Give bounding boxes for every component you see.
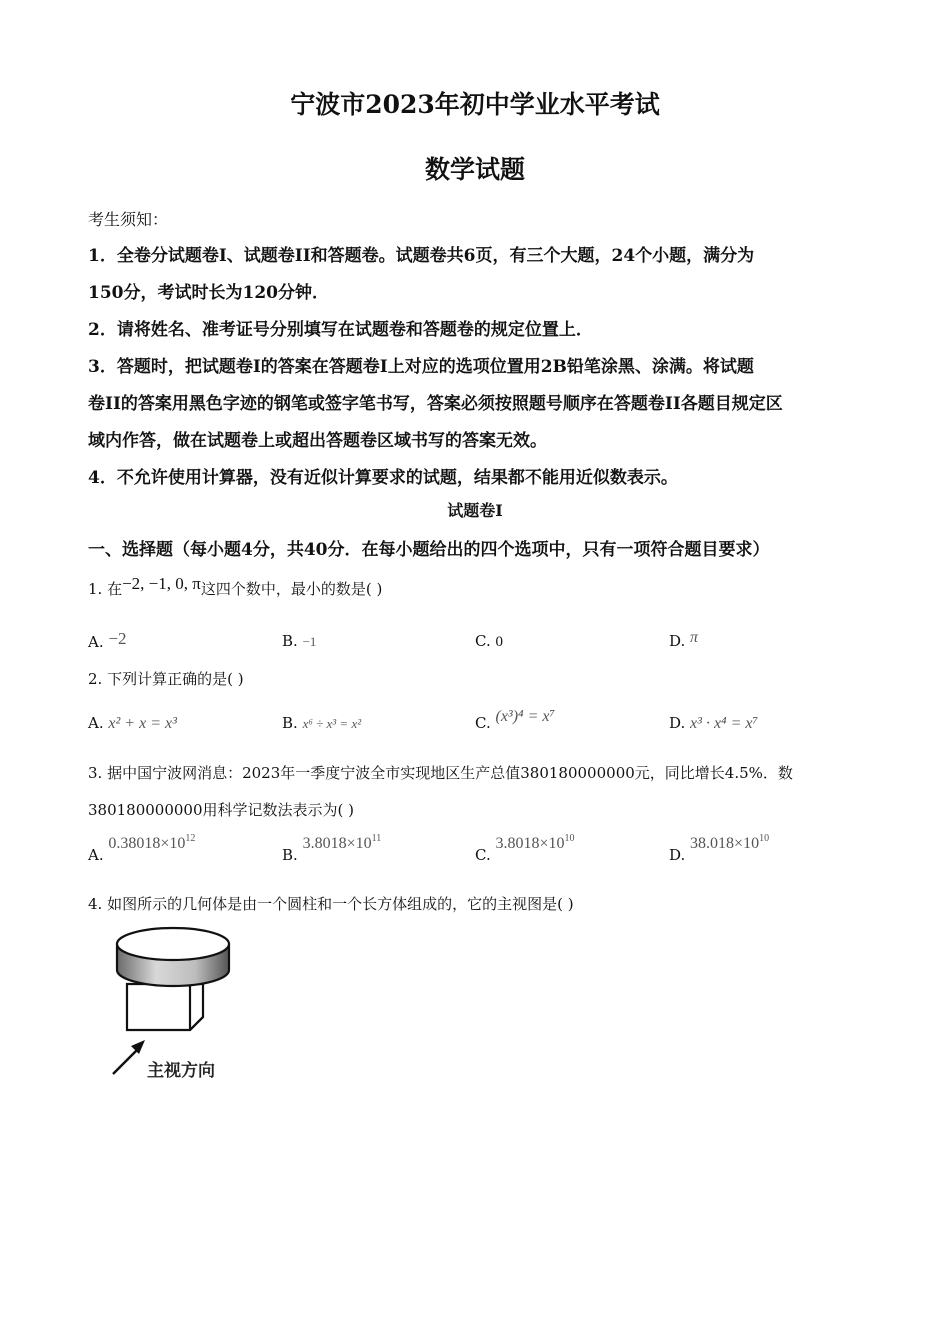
notice-line-2: 150分，考试时长为120分钟． (88, 283, 329, 303)
cylinder-top (117, 928, 229, 960)
question-4-stem: 4. 如图所示的几何体是由一个圆柱和一个长方体组成的，它的主视图是( ) (88, 895, 574, 913)
question-1-prefix: 1. 在 (88, 580, 123, 598)
q2-option-c: C. (x³)⁴ = x⁷ (475, 708, 556, 732)
q2-option-b: B. x⁶ ÷ x³ = x² (282, 714, 362, 732)
question-2-stem: 2. 下列计算正确的是( ) (88, 670, 244, 688)
q3-option-c: C. $3.8018\times 10^{10}$ (475, 833, 575, 864)
figure-label: 主视方向 (147, 1061, 215, 1081)
q1-option-d: D. π (669, 629, 699, 650)
notice-line-1: 1．全卷分试题卷I、试题卷II和答题卷。试题卷共6页，有三个大题，24个小题，满分为 (88, 246, 755, 266)
q1-option-b: B. −1 (282, 632, 317, 650)
notice-line-6: 域内作答，做在试题卷上或超出答题卷区域书写的答案无效。 (88, 431, 547, 451)
notice-line-4: 3．答题时，把试题卷I的答案在答题卷I上对应的选项位置用2B铅笔涂黑、涂满。将试题 (88, 357, 754, 377)
cuboid-body (127, 984, 203, 1030)
q1-option-a: A. −2 (88, 629, 127, 651)
q3-option-a: A. $0.38018\times 10^{12}$ (88, 833, 196, 864)
notice-line-3: 2．请将姓名、准考证号分别填写在试题卷和答题卷的规定位置上． (88, 320, 593, 340)
notice-heading: 考生须知： (88, 210, 169, 229)
question-3-stem-line-2: 380180000000用科学记数法表示为( ) (88, 801, 354, 819)
cylinder-cuboid-diagram (105, 922, 240, 1087)
paper-label: 试题卷I (447, 501, 503, 520)
page-title: 宁波市2023年初中学业水平考试 (290, 90, 660, 119)
question-3-stem-line-1: 3. 据中国宁波网消息：2023年一季度宁波全市实现地区生产总值380180000000元，同比增长4.5%．数 (88, 764, 793, 782)
q3-option-d: D. $38.018\times 10^{10}$ (669, 833, 770, 864)
notice-line-7: 4．不允许使用计算器，没有近似计算要求的试题，结果都不能用近似数表示。 (88, 468, 678, 488)
part-heading: 一、选择题（每小题4分，共40分．在每小题给出的四个选项中，只有一项符合题目要求） (88, 540, 770, 560)
q3-option-b: B. $3.8018\times 10^{11}$ (282, 833, 382, 864)
question-1-stem (88, 574, 383, 599)
notice-line-5: 卷II的答案用黑色字迹的钢笔或签字笔书写，答案必须按照题号顺序在答题卷II各题目规定区 (88, 394, 783, 414)
q1-option-c: C. 0 (475, 632, 503, 650)
solid-figure (105, 922, 240, 1087)
question-1-math: −2, −1, 0, π (122, 574, 201, 593)
q2-option-a: A. x² + x = x³ (88, 714, 177, 732)
page-subtitle: 数学试题 (424, 155, 525, 184)
q2-option-d: D. x³ · x⁴ = x⁷ (669, 714, 759, 732)
question-1-suffix: 这四个数中，最小的数是( ) (200, 580, 383, 598)
